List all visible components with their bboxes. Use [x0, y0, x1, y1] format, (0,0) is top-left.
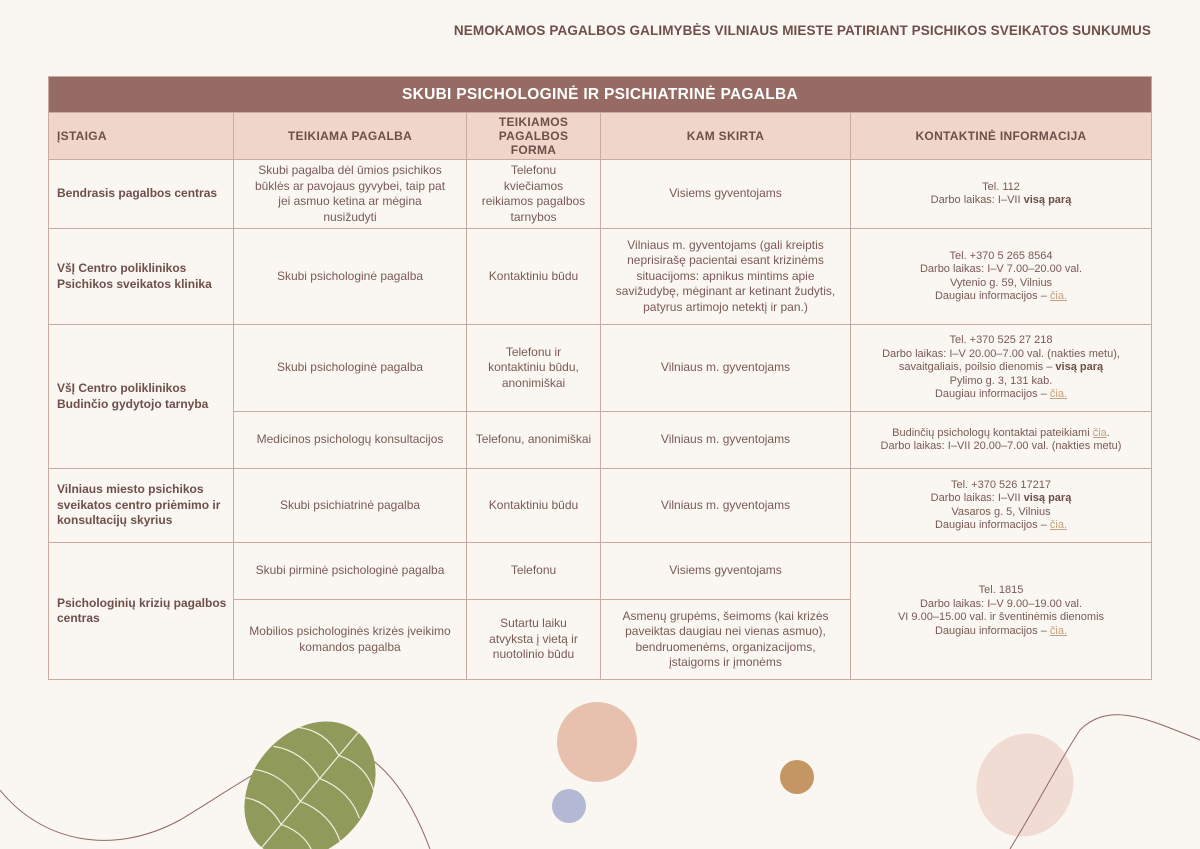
- contact-hours: Darbo laikas: I–VII visą parą: [930, 492, 1072, 504]
- contact-hours: Darbo laikas: I–V 9.00–19.00 val.: [919, 597, 1083, 610]
- contact-more-info: Daugiau informacijos – čia.: [934, 290, 1068, 302]
- decorative-blob-blue: [552, 789, 586, 823]
- contact-cell: [851, 160, 1152, 229]
- decorative-blob-pink: [548, 693, 646, 791]
- page-header-title: NEMOKAMOS PAGALBOS GALIMYBĖS VILNIAUS MIESTE PATIRIANT PSICHIKOS SVEIKATOS SUNKUMUS: [453, 23, 1151, 38]
- contact-phone: Tel. +370 5 265 8564: [949, 249, 1053, 262]
- column-header-institution: ĮSTAIGA: [49, 113, 234, 160]
- audience-cell: Visiems gyventojams: [601, 543, 851, 600]
- decorative-blob-ochre: [780, 760, 814, 794]
- audience-cell: Asmenų grupėms, šeimoms (kai krizės paveiktas daugiau nei vienas asmuo), bendruomenėms, organizacijoms, įstaigoms ir įmonėms: [601, 600, 851, 680]
- table-row: [49, 160, 1152, 229]
- contact-cell: [851, 325, 1152, 412]
- contact-cell: [851, 469, 1152, 543]
- contact-phone: Tel. +370 526 17217: [950, 478, 1051, 491]
- institution-cell: VšĮ Centro poliklinikos Psichikos sveikatos klinika: [49, 229, 234, 325]
- table-title: SKUBI PSICHOLOGINĖ IR PSICHIATRINĖ PAGALBA: [49, 77, 1152, 113]
- more-info-link[interactable]: čia.: [1049, 519, 1068, 531]
- form-cell: Telefonu: [467, 543, 601, 600]
- contact-hours: Darbo laikas: I–VII 20.00–7.00 val. (nakties metu): [880, 440, 1122, 452]
- form-cell: Telefonu, anonimiškai: [467, 412, 601, 469]
- decorative-curve-right: [1010, 715, 1200, 849]
- service-cell: Skubi psichologinė pagalba: [234, 325, 467, 412]
- contact-address: Pylimo g. 3, 131 kab.: [949, 374, 1053, 387]
- leaf-icon: [217, 695, 402, 849]
- column-header-contact: KONTAKTINĖ INFORMACIJA: [851, 113, 1152, 160]
- contact-hours: Darbo laikas: I–V 20.00–7.00 val. (nakties metu),: [882, 347, 1120, 360]
- form-cell: Telefonu ir kontaktiniu būdu, anonimiškai: [467, 325, 601, 412]
- contact-cell: [851, 229, 1152, 325]
- contact-address: Vytenio g. 59, Vilnius: [949, 276, 1053, 289]
- contact-hours: Darbo laikas: I–VII visą parą: [930, 194, 1072, 206]
- service-cell: Mobilios psichologinės krizės įveikimo komandos pagalba: [234, 600, 467, 680]
- contact-phone: Tel. 112: [982, 180, 1020, 193]
- table-row: [49, 325, 1152, 412]
- contact-cell: [851, 412, 1152, 469]
- audience-cell: Vilniaus m. gyventojams: [601, 412, 851, 469]
- contact-more-info: Daugiau informacijos – čia.: [934, 519, 1068, 531]
- contact-psychologists: Budinčių psichologų kontaktai pateikiami čia.: [892, 426, 1110, 439]
- contact-phone: Tel. 1815: [978, 584, 1024, 596]
- form-cell: Sutartu laiku atvyksta į vietą ir nuotolinio būdu: [467, 600, 601, 680]
- institution-cell: Psichologinių krizių pagalbos centras: [49, 543, 234, 680]
- column-header-audience: KAM SKIRTA: [601, 113, 851, 160]
- contact-more-info: Daugiau informacijos – čia.: [934, 388, 1068, 401]
- more-info-link[interactable]: čia.: [1049, 624, 1068, 637]
- contact-saturday-hours: VI 9.00–15.00 val. ir šventinėmis dienomis: [897, 611, 1105, 623]
- audience-cell: Vilniaus m. gyventojams: [601, 325, 851, 412]
- contact-more-info: Daugiau informacijos – čia.: [934, 624, 1068, 637]
- contact-weekend-hours: savaitgaliais, poilsio dienomis – visą parą: [898, 361, 1104, 374]
- audience-cell: Visiems gyventojams: [601, 160, 851, 229]
- emergency-help-table: [48, 76, 1152, 680]
- psychologists-contacts-link[interactable]: čia: [1092, 426, 1107, 439]
- contact-phone: Tel. +370 525 27 218: [949, 334, 1053, 347]
- more-info-link[interactable]: čia.: [1049, 290, 1068, 302]
- form-cell: Kontaktiniu būdu: [467, 229, 601, 325]
- more-info-link[interactable]: čia.: [1049, 388, 1068, 401]
- service-cell: Skubi psichologinė pagalba: [234, 229, 467, 325]
- table-row: [49, 469, 1152, 543]
- form-cell: Telefonu kviečiamos reikiamos pagalbos tarnybos: [467, 160, 601, 229]
- service-cell: Medicinos psichologų konsultacijos: [234, 412, 467, 469]
- service-cell: Skubi psichiatrinė pagalba: [234, 469, 467, 543]
- decorative-curve-left: [0, 746, 430, 849]
- institution-cell: VšĮ Centro poliklinikos Budinčio gydytojo tarnyba: [49, 325, 234, 469]
- contact-hours: Darbo laikas: I–V 7.00–20.00 val.: [919, 263, 1083, 275]
- institution-cell: Vilniaus miesto psichikos sveikatos centro priėmimo ir konsultacijų skyrius: [49, 469, 234, 543]
- contact-cell: [851, 543, 1152, 680]
- table-row: [49, 543, 1152, 600]
- form-cell: Kontaktiniu būdu: [467, 469, 601, 543]
- column-header-form: TEIKIAMOS PAGALBOS FORMA: [467, 113, 601, 160]
- audience-cell: Vilniaus m. gyventojams: [601, 469, 851, 543]
- audience-cell: Vilniaus m. gyventojams (gali kreiptis neprisirašę pacientai esant krizinėms situacijoms: apnikus mintims apie savižudybę, mėginant ar ketinant žudytis, patyrus artimojo netektį ir pan.): [601, 229, 851, 325]
- contact-address: Vasaros g. 5, Vilnius: [951, 505, 1051, 518]
- table-row: [49, 229, 1152, 325]
- service-cell: Skubi pagalba dėl ūmios psichikos būklės ar pavojaus gyvybei, taip pat jei asmuo ketina ar mėgina nusižudyti: [234, 160, 467, 229]
- service-cell: Skubi pirminė psichologinė pagalba: [234, 543, 467, 600]
- decorative-blob-light-pink: [962, 720, 1088, 849]
- institution-cell: Bendrasis pagalbos centras: [49, 160, 234, 229]
- column-header-service: TEIKIAMA PAGALBA: [234, 113, 467, 160]
